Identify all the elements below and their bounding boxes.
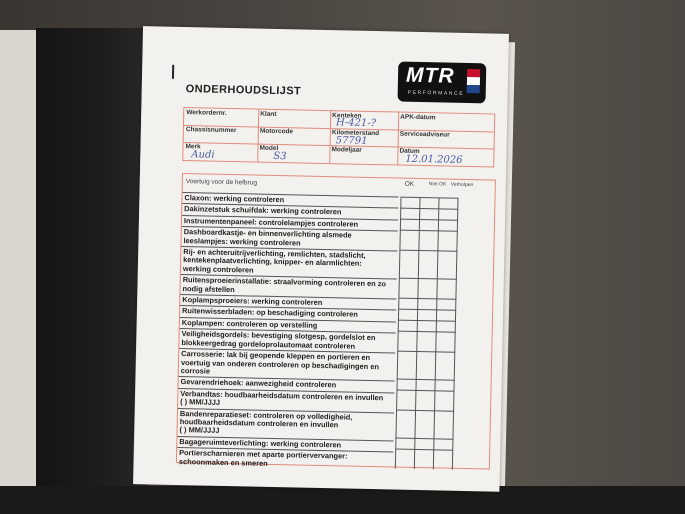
checklist-item: Rij- en achteruitrijverlichting, remlichten, stadslicht, kentekenplaatverlichting, knipper- en alarmlichten: werking controleren bbox=[181, 246, 398, 279]
table-edge bbox=[0, 486, 685, 514]
logo-subtext: PERFORMANCE bbox=[407, 89, 465, 97]
checklist-item: Koplampsproeiers: werking controleren bbox=[180, 294, 396, 310]
handwritten-model: S3 bbox=[273, 150, 287, 163]
checklist-item: Koplampen: controleren op verstelling bbox=[180, 317, 396, 333]
checklist-item: Ruitenwisserbladen: op beschadiging controleren bbox=[180, 305, 396, 321]
checklist-item: Claxon: werking controleren bbox=[182, 192, 398, 208]
logo-text: MTR bbox=[405, 63, 455, 88]
field-label-werkordernr: Werkordernr. bbox=[186, 109, 227, 117]
field-label-chassisnummer: Chassisnummer bbox=[185, 126, 237, 135]
handwritten-kilometerstand: 57791 bbox=[335, 135, 368, 147]
handwritten-datum: 12.01.2026 bbox=[405, 153, 463, 166]
vehicle-info-table bbox=[182, 107, 495, 168]
field-label-serviceadviseur: Serviceadviseur bbox=[399, 130, 450, 139]
field-label-apk-datum: APK-datum bbox=[400, 113, 436, 122]
field-label-modeljaar: Modeljaar bbox=[331, 146, 362, 154]
binder-cover bbox=[36, 28, 148, 493]
field-label-kenteken: Kenteken bbox=[332, 112, 362, 120]
checklist-item: Dashboardkastje- en binnenverlichting alsmede leeslampjes: werking controleren bbox=[181, 226, 397, 250]
checklist-item: Carrosserie: lak bij geopende kleppen en portieren en voertuig van onderen controleren op beschadigingen en corrosie bbox=[179, 348, 396, 381]
checklist-item: Gevarendriehoek: aanwezigheid controleren bbox=[178, 376, 394, 392]
checklist-item: Bagageruimteverlichting: werking controleren bbox=[177, 436, 393, 452]
checklist-section bbox=[176, 173, 496, 470]
checklist-item: Bandenreparatieset: controleren op volledigheid, houdbaarheidsdatum controleren en invullen ( ) MM/JJJJ bbox=[177, 408, 394, 441]
binder-page-edge bbox=[0, 30, 40, 490]
field-label-motorcode: Motorcode bbox=[259, 127, 294, 136]
page-title: ONDERHOUDSLIJST bbox=[185, 83, 302, 98]
pen-mark bbox=[172, 65, 174, 79]
checklist-item: Dakinzetstuk schuifdak: werking controleren bbox=[182, 203, 398, 219]
dutch-flag-icon bbox=[467, 69, 480, 93]
field-label-kilometerstand: Kilometerstand bbox=[331, 129, 380, 138]
column-verholpen: Verholpen bbox=[450, 181, 474, 189]
field-label-datum: Datum bbox=[399, 147, 420, 155]
checklist-item: Verbandtas: houdbaarheidsdatum controleren en invullen ( ) MM/JJJJ bbox=[178, 388, 394, 412]
column-niet-ok: Niet OK bbox=[428, 181, 447, 188]
maintenance-sheet bbox=[133, 26, 509, 492]
field-label-klant: Klant bbox=[260, 110, 277, 118]
checklist-item: Portierscharnieren met aparte portiervervanger: schoonmaken en smeren bbox=[177, 447, 393, 471]
checklist-rows bbox=[177, 192, 399, 471]
field-label-merk: Merk bbox=[185, 143, 201, 151]
handwritten-merk: Audi bbox=[191, 149, 215, 161]
mtr-logo bbox=[398, 62, 487, 104]
checklist-item: Instrumentenpaneel: controlelampjes controleren bbox=[182, 215, 398, 231]
field-label-model: Model bbox=[259, 144, 279, 153]
handwritten-kenteken: H-421-? bbox=[335, 117, 377, 130]
checkbox-grid bbox=[395, 197, 459, 470]
checklist-item: Veiligheidsgordels: bevestiging slotgesp, gordelslot en blokkeergedrag gordeloprolautomaat controleren bbox=[179, 328, 395, 352]
checklist-heading: Voertuig voor de hefbrug bbox=[185, 178, 258, 187]
column-ok: OK bbox=[404, 180, 415, 188]
checklist-item: Ruitensproeierinstallatie: straalvorming controleren en zo nodig afstellen bbox=[180, 274, 396, 298]
